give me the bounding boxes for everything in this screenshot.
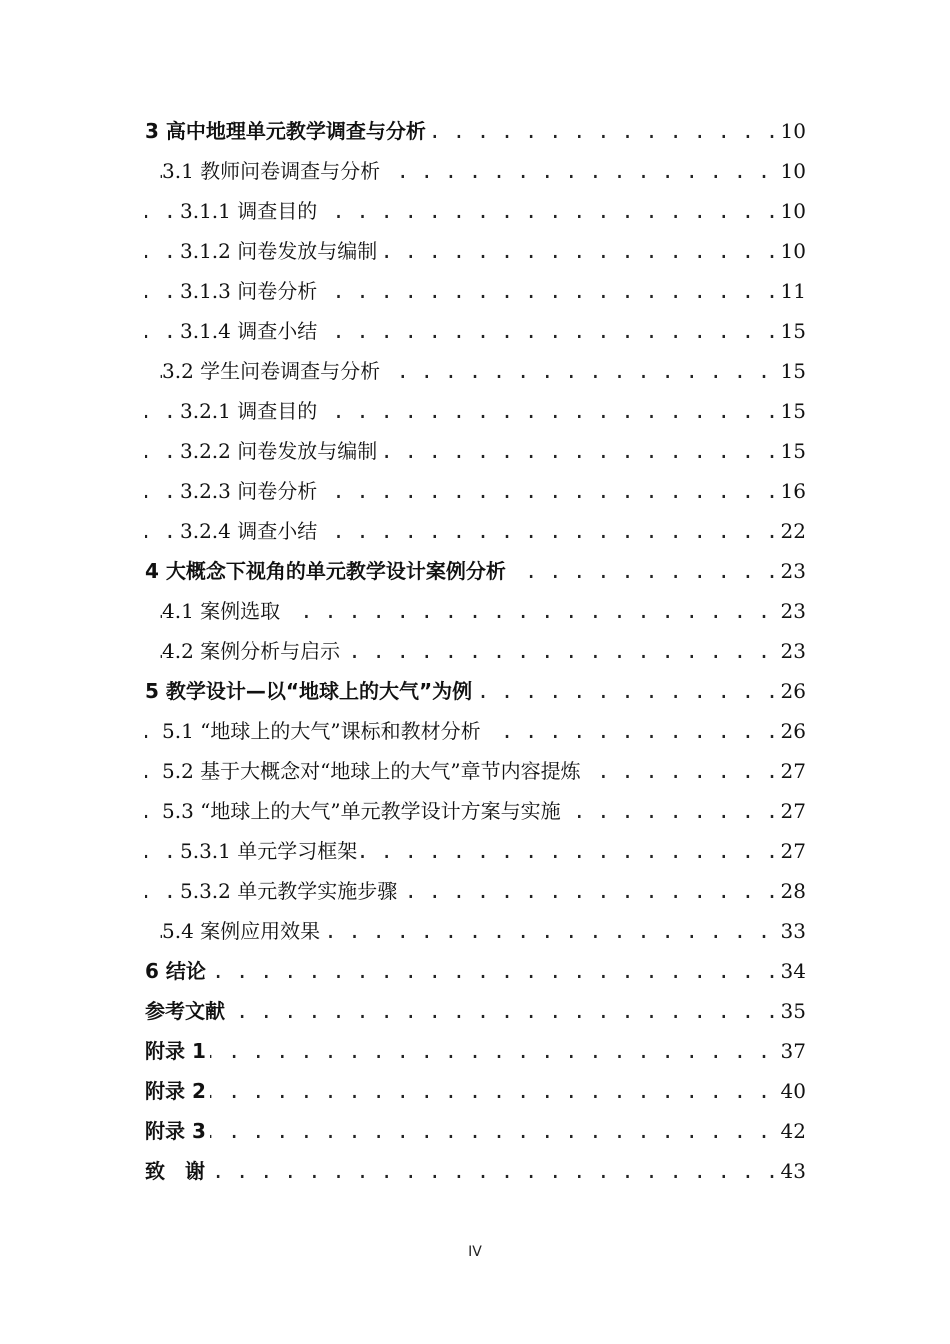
toc-entry-page: 42 — [777, 1119, 806, 1143]
toc-entry[interactable] — [0, 191, 950, 231]
toc-entry[interactable] — [0, 791, 950, 831]
toc-entry[interactable] — [0, 1031, 950, 1071]
toc-entry-page: 23 — [777, 639, 806, 663]
toc-entry-title: 3.1.4 调查小结 — [180, 319, 321, 343]
dot-leader — [145, 999, 778, 1023]
dot-leader — [145, 1159, 778, 1183]
toc-entry-title: 附录 1 — [145, 1039, 210, 1063]
toc-entry-title: 3 高中地理单元教学调查与分析 — [145, 119, 430, 143]
toc-entry-title: 3.1.1 调查目的 — [180, 199, 321, 223]
toc-entry-page: 22 — [777, 519, 806, 543]
toc-entry-title: 5.3 “地球上的大气”单元教学设计方案与实施 — [162, 799, 565, 823]
dot-leader — [145, 1079, 770, 1103]
toc-entry-page: 23 — [777, 599, 806, 623]
toc-entry-title: 3.2.2 问卷发放与编制 — [180, 439, 381, 463]
toc-entry-page: 10 — [777, 119, 806, 143]
toc-entry[interactable] — [0, 351, 950, 391]
toc-entry[interactable] — [0, 111, 950, 151]
toc-entry-title: 5.2 基于大概念对“地球上的大气”章节内容提炼 — [162, 759, 585, 783]
toc-entry-title: 3.1.3 问卷分析 — [180, 279, 321, 303]
toc-entry[interactable] — [0, 591, 950, 631]
toc-entry-page: 27 — [777, 839, 806, 863]
toc-entry[interactable] — [0, 631, 950, 671]
toc-entry[interactable] — [0, 511, 950, 551]
toc-entry-page: 11 — [777, 279, 806, 303]
toc-entry-title: 4 大概念下视角的单元教学设计案例分析 — [145, 559, 510, 583]
toc-entry-title: 3.2.3 问卷分析 — [180, 479, 321, 503]
toc-entry-title: 3.2.1 调查目的 — [180, 399, 321, 423]
dot-leader — [145, 959, 778, 983]
toc-entry-page: 35 — [777, 999, 806, 1023]
toc-entry[interactable] — [0, 751, 950, 791]
toc-entry[interactable] — [0, 551, 950, 591]
toc-entry-page: 15 — [777, 359, 806, 383]
toc-entry[interactable] — [0, 311, 950, 351]
table-of-contents — [0, 111, 950, 1191]
toc-entry-page: 15 — [777, 439, 806, 463]
toc-entry-page: 26 — [777, 719, 806, 743]
toc-entry-page: 23 — [777, 559, 806, 583]
toc-entry-page: 43 — [777, 1159, 806, 1183]
toc-entry-title: 5.3.2 单元教学实施步骤 — [180, 879, 401, 903]
toc-entry-title: 5.4 案例应用效果 — [162, 919, 324, 943]
toc-entry-title: 3.2.4 调查小结 — [180, 519, 321, 543]
dot-leader — [145, 1039, 770, 1063]
toc-entry-title: 3.2 学生问卷调查与分析 — [162, 359, 384, 383]
toc-entry-page: 15 — [777, 319, 806, 343]
toc-entry-title: 3.1.2 问卷发放与编制 — [180, 239, 381, 263]
toc-entry-page: 10 — [777, 199, 806, 223]
toc-entry-title: 5.3.1 单元学习框架 — [180, 839, 361, 863]
toc-entry-page: 34 — [777, 959, 806, 983]
toc-entry-title: 5 教学设计—以“地球上的大气”为例 — [145, 679, 476, 703]
toc-entry-page: 37 — [777, 1039, 806, 1063]
toc-entry[interactable] — [0, 391, 950, 431]
toc-entry-page: 10 — [777, 239, 806, 263]
toc-entry[interactable] — [0, 271, 950, 311]
toc-entry-title: 4.1 案例选取 — [162, 599, 284, 623]
toc-entry[interactable] — [0, 1151, 950, 1191]
toc-entry[interactable] — [0, 431, 950, 471]
toc-entry[interactable] — [0, 711, 950, 751]
toc-entry[interactable] — [0, 471, 950, 511]
toc-entry-title: 3.1 教师问卷调查与分析 — [162, 159, 384, 183]
page-number: IV — [468, 1244, 482, 1260]
toc-entry-page: 27 — [777, 799, 806, 823]
toc-entry[interactable] — [0, 831, 950, 871]
toc-entry-title: 参考文献 — [145, 999, 229, 1023]
toc-entry[interactable] — [0, 1071, 950, 1111]
toc-entry[interactable] — [0, 871, 950, 911]
toc-entry-page: 28 — [777, 879, 806, 903]
toc-entry[interactable] — [0, 151, 950, 191]
toc-entry[interactable] — [0, 1111, 950, 1151]
toc-entry-title: 6 结论 — [145, 959, 210, 983]
toc-entry-title: 5.1 “地球上的大气”课标和教材分析 — [162, 719, 485, 743]
toc-entry-page: 16 — [777, 479, 806, 503]
toc-entry-title: 4.2 案例分析与启示 — [162, 639, 344, 663]
toc-entry[interactable] — [0, 951, 950, 991]
toc-entry[interactable] — [0, 671, 950, 711]
toc-entry[interactable] — [0, 231, 950, 271]
toc-entry[interactable] — [0, 991, 950, 1031]
toc-entry-title: 附录 2 — [145, 1079, 210, 1103]
toc-entry-page: 27 — [777, 759, 806, 783]
toc-entry-page: 33 — [777, 919, 806, 943]
dot-leader — [145, 1119, 770, 1143]
toc-entry[interactable] — [0, 911, 950, 951]
toc-entry-page: 15 — [777, 399, 806, 423]
toc-entry-title: 致 谢 — [145, 1159, 209, 1183]
toc-entry-title: 附录 3 — [145, 1119, 210, 1143]
toc-entry-page: 10 — [777, 159, 806, 183]
toc-entry-page: 26 — [777, 679, 806, 703]
toc-entry-page: 40 — [777, 1079, 806, 1103]
